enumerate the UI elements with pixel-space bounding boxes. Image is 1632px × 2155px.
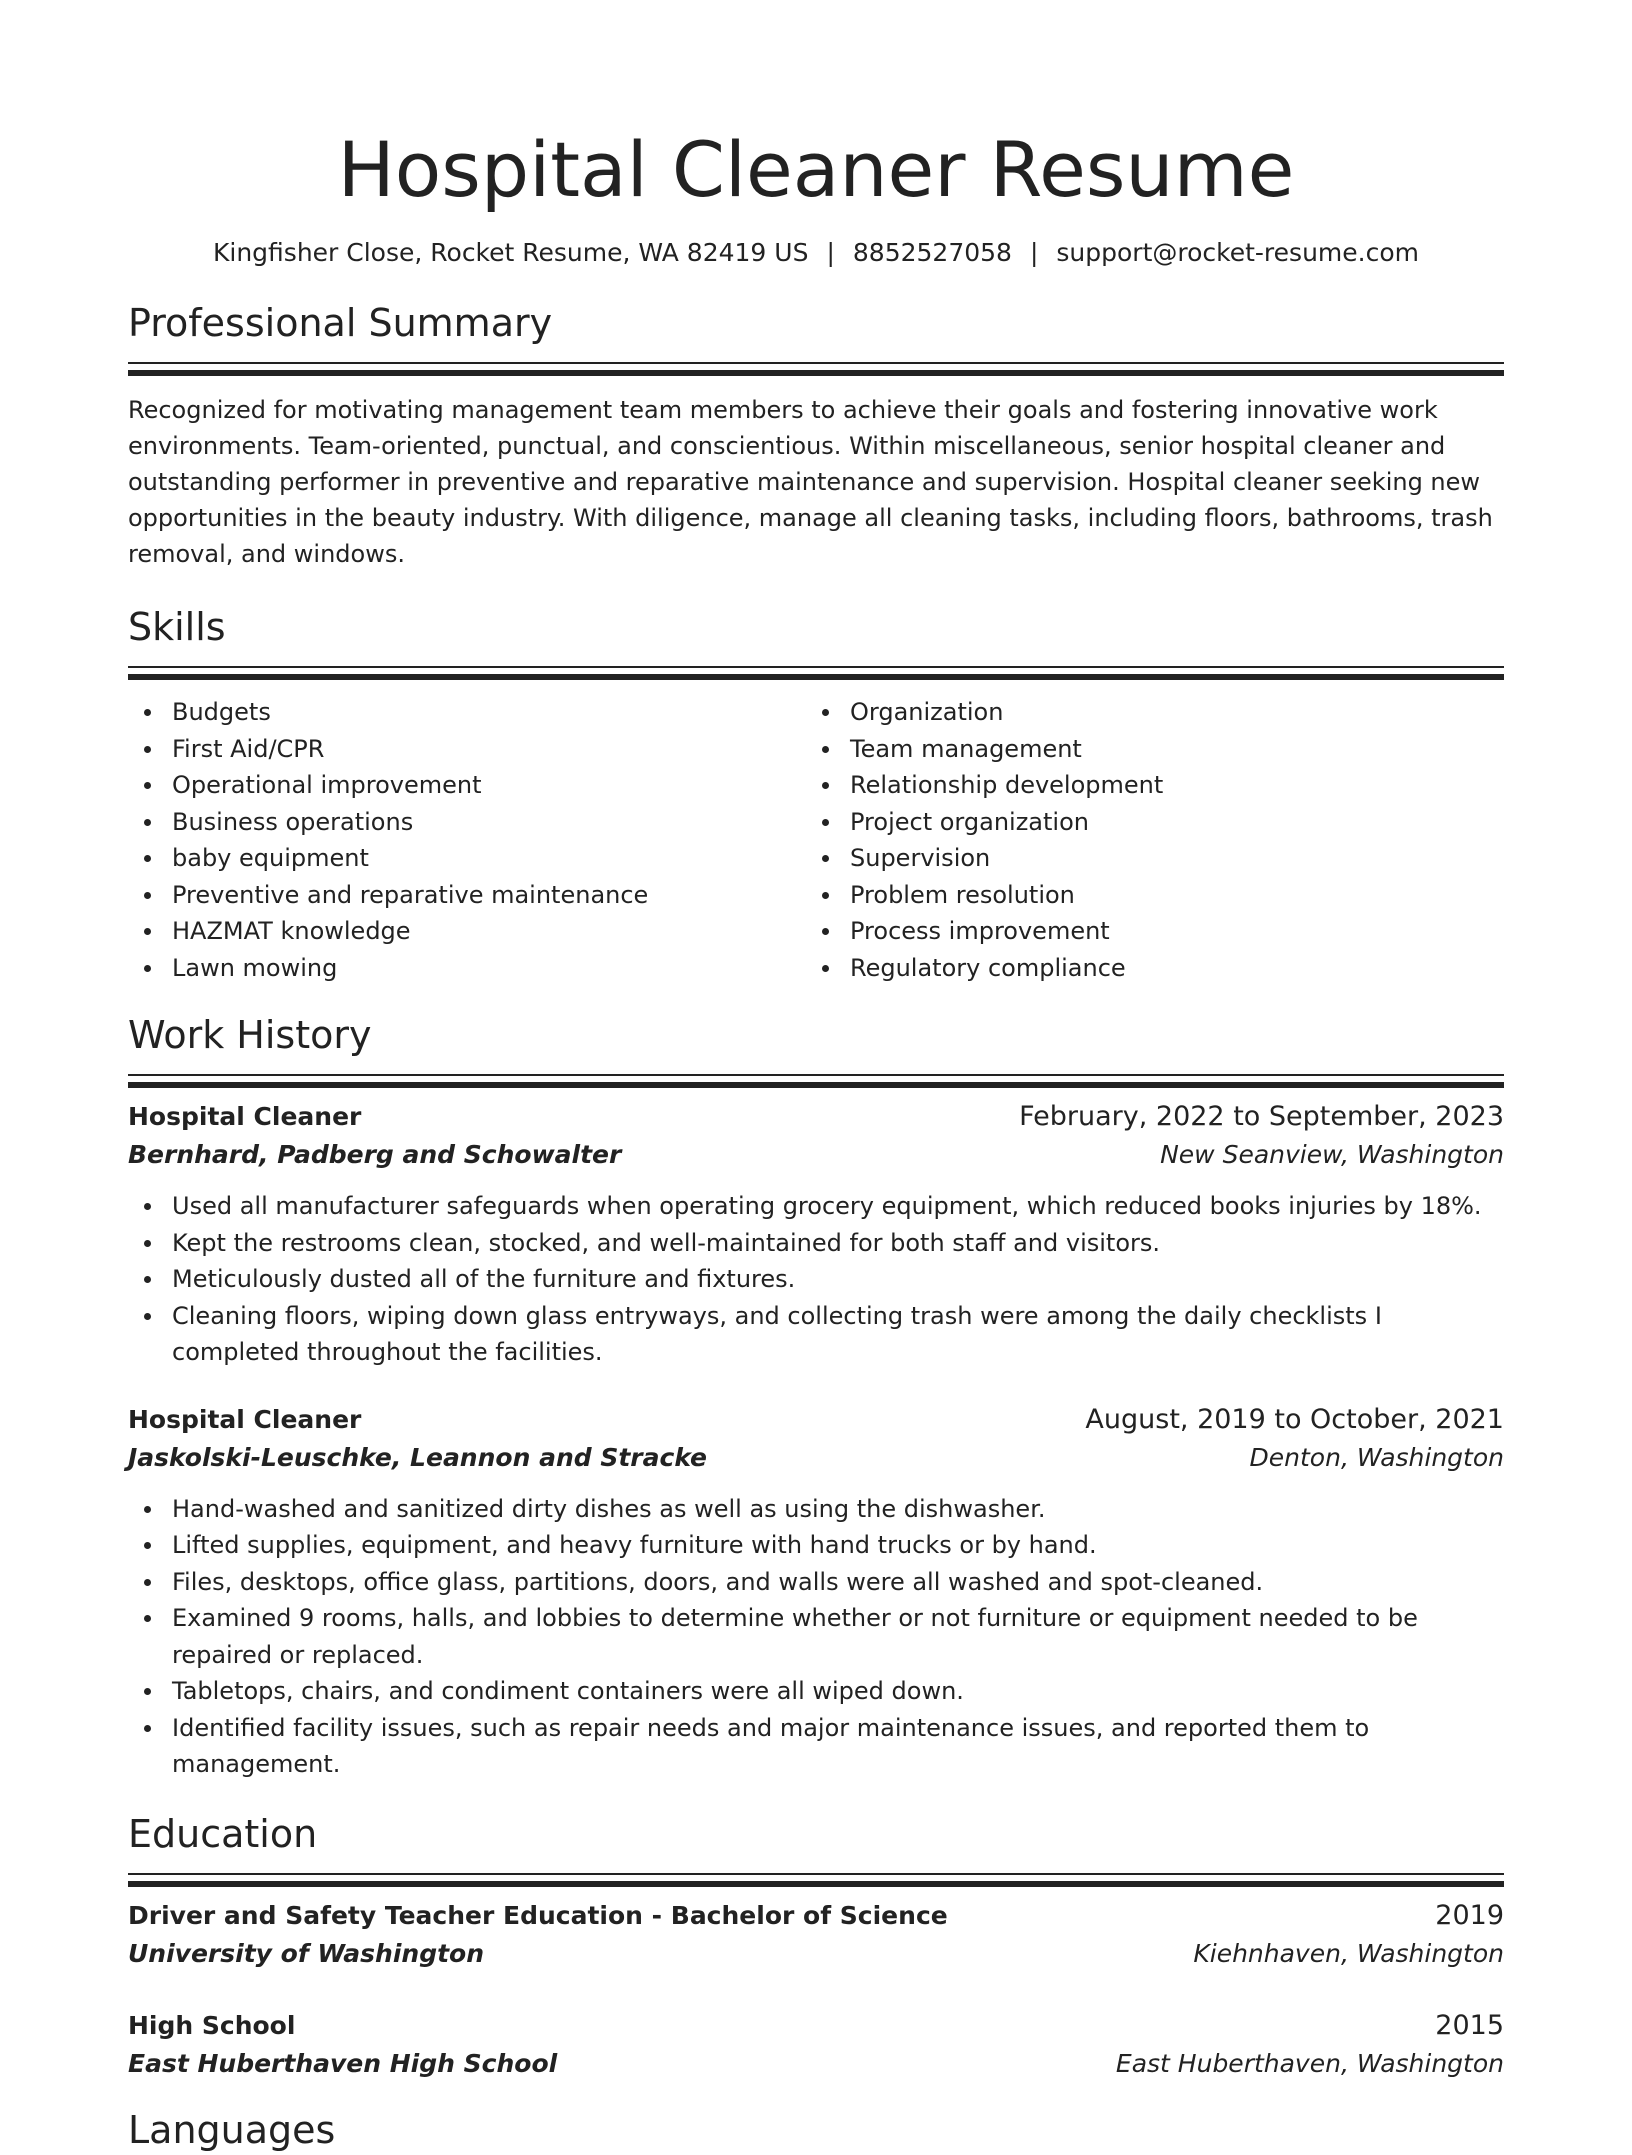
education-entry — [128, 1897, 1504, 1973]
skill-item: Process improvement — [806, 913, 1484, 950]
contact-separator: | — [1029, 238, 1039, 267]
education-degree: Driver and Safety Teacher Education - Bachelor of Science — [128, 1900, 948, 1930]
job-bullet: Used all manufacturer safeguards when operating grocery equipment, which reduced books injuries by 18%. — [128, 1188, 1504, 1225]
skill-item: Business operations — [128, 804, 806, 841]
education-school: East Huberthaven High School — [128, 2048, 558, 2078]
summary-section — [128, 298, 1504, 572]
resume-title: Hospital Cleaner Resume — [337, 125, 1295, 214]
education-school: University of Washington — [128, 1938, 485, 1968]
section-divider — [128, 1873, 1504, 1887]
section-divider — [128, 362, 1504, 376]
section-title-work-history: Work History — [128, 1013, 372, 1057]
job-company: Bernhard, Padberg and Schowalter — [128, 1140, 622, 1169]
job-bullet: Meticulously dusted all of the furniture and fixtures. — [128, 1261, 1504, 1298]
job-bullet: Tabletops, chairs, and condiment containers were all wiped down. — [128, 1673, 1504, 1710]
contact-phone: 8852527058 — [852, 238, 1012, 267]
education-section — [128, 1809, 1504, 2083]
contact-line — [128, 236, 1504, 270]
job-location: New Seanview, Washington — [1160, 1140, 1504, 1169]
skill-item: Lawn mowing — [128, 950, 806, 987]
job-title: Hospital Cleaner — [128, 1404, 362, 1434]
skill-item: Supervision — [806, 840, 1484, 877]
education-year: 2015 — [1435, 2009, 1504, 2041]
work-history-section — [128, 1010, 1504, 1783]
summary-text: Recognized for motivating management team members to achieve their goals and fostering innovative work environments. Team-oriented, punctual, and conscientious. Within miscellaneous, senior hospital cleaner and outstanding performer in preventive and reparative maintenance and supervision. Hospital cleaner seeking new opportunities in the beauty industry. With diligence, manage all cleaning tasks, including floors, bathrooms, trash removal, and windows. — [128, 396, 1493, 568]
education-degree: High School — [128, 2010, 296, 2040]
skill-item: baby equipment — [128, 840, 806, 877]
job-bullet: Lifted supplies, equipment, and heavy furniture with hand trucks or by hand. — [128, 1527, 1504, 1564]
section-title-summary: Professional Summary — [128, 301, 553, 345]
job-bullet: Files, desktops, office glass, partitions, doors, and walls were all washed and spot-cleaned. — [128, 1564, 1504, 1601]
skill-item: First Aid/CPR — [128, 731, 806, 768]
skill-item: HAZMAT knowledge — [128, 913, 806, 950]
skill-item: Relationship development — [806, 767, 1484, 804]
section-divider — [128, 1074, 1504, 1088]
job-bullet: Kept the restrooms clean, stocked, and well-maintained for both staff and visitors. — [128, 1225, 1504, 1262]
skill-item: Team management — [806, 731, 1484, 768]
education-location: East Huberthaven, Washington — [1115, 2048, 1504, 2078]
skill-item: Operational improvement — [128, 767, 806, 804]
job-title: Hospital Cleaner — [128, 1102, 362, 1131]
skill-item: Preventive and reparative maintenance — [128, 877, 806, 914]
skills-list — [128, 694, 1504, 986]
education-entry — [128, 2007, 1504, 2083]
contact-email: support@rocket-resume.com — [1056, 238, 1419, 267]
job-entry — [128, 1401, 1504, 1783]
job-bullets — [128, 1188, 1504, 1371]
job-company: Jaskolski-Leuschke, Leannon and Stracke — [128, 1442, 708, 1472]
job-bullets — [128, 1491, 1504, 1783]
job-bullet: Hand-washed and sanitized dirty dishes as well as using the dishwasher. — [128, 1491, 1504, 1528]
section-title-languages: Languages — [128, 2107, 336, 2152]
skill-item: Regulatory compliance — [806, 950, 1484, 987]
section-divider — [128, 666, 1504, 680]
section-title-education: Education — [128, 1811, 318, 1856]
contact-address: Kingfisher Close, Rocket Resume, WA 82419 US — [213, 238, 809, 267]
contact-separator: | — [826, 238, 835, 267]
education-year: 2019 — [1435, 1899, 1504, 1931]
job-entry — [128, 1098, 1504, 1371]
skill-item: Problem resolution — [806, 877, 1484, 914]
job-bullet: Identified facility issues, such as repair needs and major maintenance issues, and reported them to management. — [128, 1710, 1504, 1783]
section-title-skills: Skills — [128, 605, 226, 649]
languages-section — [128, 2105, 1504, 2155]
skill-item: Organization — [806, 694, 1484, 731]
job-dates: February, 2022 to September, 2023 — [1019, 1101, 1504, 1132]
job-bullet: Cleaning floors, wiping down glass entryways, and collecting trash were among the daily checklists I completed throughout the facilities. — [128, 1298, 1504, 1371]
job-location: Denton, Washington — [1249, 1442, 1504, 1472]
skill-item: Project organization — [806, 804, 1484, 841]
job-dates: August, 2019 to October, 2021 — [1085, 1403, 1504, 1435]
skills-section — [128, 602, 1504, 986]
job-bullet: Examined 9 rooms, halls, and lobbies to determine whether or not furniture or equipment needed to be repaired or replaced. — [128, 1600, 1504, 1673]
skill-item: Budgets — [128, 694, 806, 731]
education-location: Kiehnhaven, Washington — [1193, 1938, 1504, 1968]
resume-page — [128, 0, 1504, 2155]
